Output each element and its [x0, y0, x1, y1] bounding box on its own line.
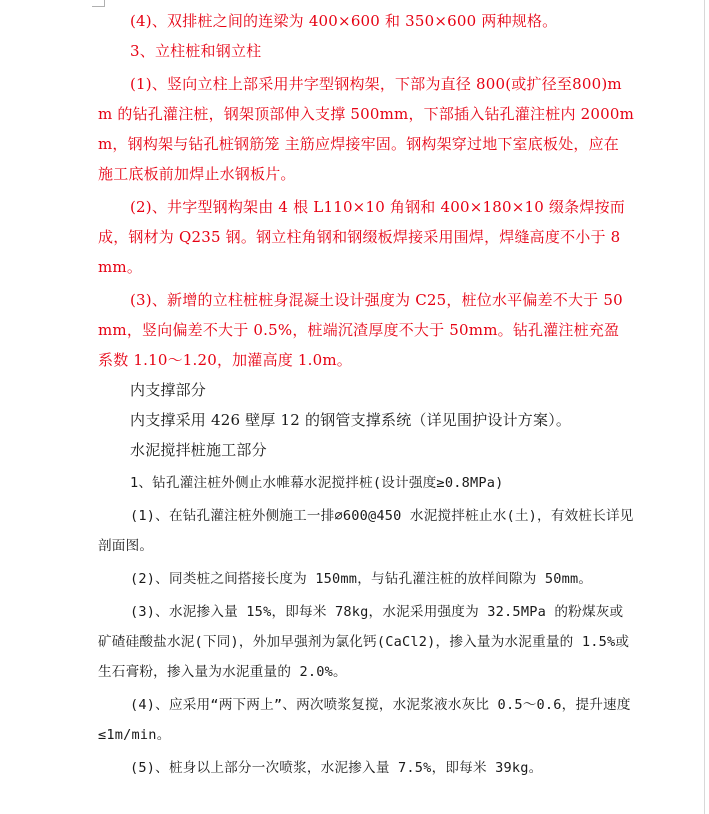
paragraph-mixing-item-5: (5)、桩身以上部分一次喷浆，水泥掺入量 7.5%，即每米 39kg。: [130, 760, 543, 776]
paragraph-column-item-3: (3)、新增的立柱桩桩身混凝土设计强度为 C25，桩位水平偏差不大于 50mm，竖向偏差不大于 0.5%，桩端沉渣厚度不大于 50mm。钻孔灌注桩充盈系数 1.10～1.20，加灌高度 1.0m。: [98, 291, 623, 369]
heading-column-pile: 3、立柱桩和钢立柱: [130, 42, 262, 60]
paragraph-column-item-1: (1)、竖向立柱上部采用井字型钢构架，下部为直径 800(或扩径至800)mm 的钻孔灌注桩，钢架顶部伸入支撑 500mm，下部插入钻孔灌注桩内 2000mm，钢构架与钻孔桩钢筋笼 主筋应焊接牢固。钢构架穿过地下室底板处，应在施工底板前加焊止水钢板片。: [98, 75, 635, 183]
paragraph-mixing-item-1: (1)、在钻孔灌注桩外侧施工一排∅600@450 水泥搅拌桩止水(土)，有效桩长详见剖面图。: [98, 508, 634, 554]
heading-inner-support: 内支撑部分: [130, 381, 207, 399]
paragraph-mixing-item-2: (2)、同类桩之间搭接长度为 150mm，与钻孔灌注桩的放样间隙为 50mm。: [130, 571, 593, 587]
heading-mixing-pile: 水泥搅拌桩施工部分: [130, 441, 267, 459]
document-body: [98, 6, 634, 783]
paragraph-inner-support: 内支撑采用 426 壁厚 12 的钢管支撑系统（详见围护设计方案）。: [130, 411, 572, 429]
paragraph-mixing-item-title: 1、钻孔灌注桩外侧止水帷幕水泥搅拌桩(设计强度≥0.8MPa): [130, 475, 504, 491]
paragraph-mixing-item-4: (4)、应采用“两下两上”、两次喷浆复搅，水泥浆液水灰比 0.5～0.6，提升速度≤1m/min。: [98, 697, 631, 743]
paragraph-mixing-item-3: (3)、水泥掺入量 15%，即每米 78kg，水泥采用强度为 32.5MPa 的粉煤灰或矿碴硅酸盐水泥(下同)，外加早强剂为氯化钙(CaCl2)，掺入量为水泥重量的 1.5%或生石膏粉，掺入量为水泥重量的 2.0%。: [98, 604, 630, 680]
paragraph-tie-beam-spec: (4)、双排桩之间的连梁为 400×600 和 350×600 两种规格。: [130, 12, 558, 30]
paragraph-column-item-2: (2)、井字型钢构架由 4 根 L110×10 角钢和 400×180×10 缀条焊按而成，钢材为 Q235 钢。钢立柱角钢和钢缀板焊接采用围焊，焊缝高度不小于 8mm。: [98, 198, 625, 276]
page-edge-line: [704, 0, 705, 814]
